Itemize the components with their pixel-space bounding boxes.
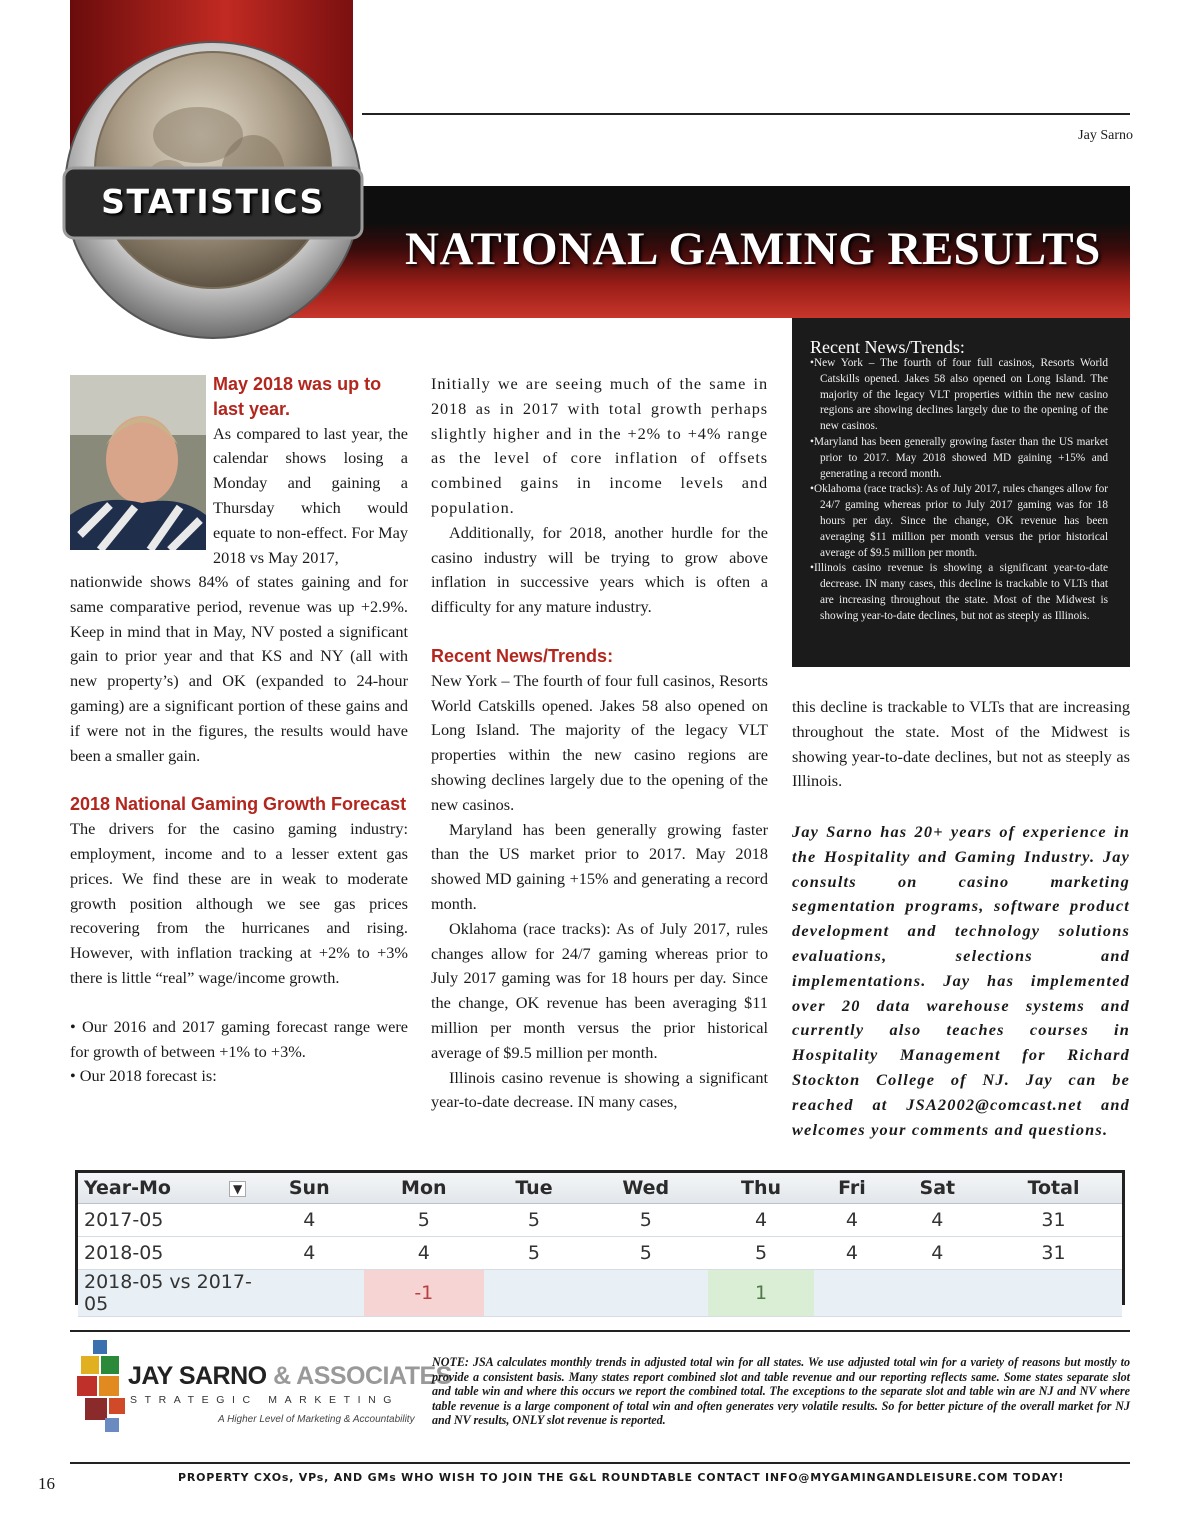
table-cell: 5 [484, 1204, 584, 1237]
forecast-bullet: • Our 2018 forecast is: [70, 1066, 217, 1086]
table-cell [985, 1270, 1122, 1317]
intro-column [213, 372, 408, 570]
news-item: • Illinois casino revenue is showing a significant year-to-date decrease. IN many cases, this decline is trackable to VLTs that are increasing throughout the state. Most of the Midwest is showing year-to-date declines, but not as steeply as Illinois. [808, 561, 1108, 624]
filter-icon[interactable]: ▼ [229, 1181, 246, 1197]
table-cell: 5 [708, 1237, 815, 1270]
logo-wordmark: JAY SARNO & ASSOCIATES [128, 1362, 452, 1390]
table-header-cell: Total [985, 1173, 1122, 1204]
logo-subtitle: STRATEGIC MARKETING [130, 1394, 400, 1406]
table-header-cell: Fri [814, 1173, 889, 1204]
table-cell: 4 [255, 1204, 364, 1237]
table-cell: 2017-05 [78, 1204, 255, 1237]
intro-paragraph: As compared to last year, the calendar shows losing a Monday and gaining a Thursday which would equate to non-effect. For May 2018 vs May 2017, [213, 423, 408, 567]
page-number: 16 [38, 1474, 55, 1493]
table-cell: 5 [584, 1204, 708, 1237]
table-cell: 2018-05 vs 2017-05 [78, 1270, 255, 1317]
paragraph: this decline is trackable to VLTs that are increasing throughout the state. Most of the Midwest is showing year-to-date declines, but not as steeply as Illinois. [792, 697, 1130, 791]
table-cell: 4 [814, 1204, 889, 1237]
section-heading-may: May 2018 was up to last year. [213, 374, 382, 419]
paragraph: Maryland has been generally growing faster than the US market prior to 2017. May 2018 showed MD gaining +15% and generating a record month. [431, 819, 768, 913]
table-header-cell: Sat [890, 1173, 985, 1204]
table-cell: 31 [985, 1237, 1122, 1270]
news-box-title: Recent News/Trends: [810, 337, 965, 357]
table-cell: 2018-05 [78, 1237, 255, 1270]
table-cell: 31 [985, 1204, 1122, 1237]
forecast-bullet: • Our 2016 and 2017 gaming forecast range were for growth of between +1% to +3%. [70, 1016, 408, 1061]
cube-logo-icon [75, 1338, 415, 1448]
table-cell: 1 [708, 1270, 815, 1317]
news-list [808, 356, 1108, 625]
methodology-note: NOTE: JSA calculates monthly trends in adjusted total win for all states. We use adjusted total win for a variety of reasons but mostly to provide a consistent basis. Many states report combined slot and table revenue and our reporting reflects same. Some states separate slot and table win and where this occurs we report the combined total. The exceptions to the separate slot and table win are NJ and NV where table revenue is a large component of total win and often generates very volatile results. So for better picture of the overall market for NJ and NV results, ONLY slot revenue is reported. [432, 1355, 1130, 1427]
intro-paragraph-cont: nationwide shows 84% of states gaining and for same comparative period, revenue was up +2.9%. Keep in mind that in May, NV posted a significant gain to prior year and that KS and NY (all with new property’s) and OK (expanded to 24-hour gaming) are a significant portion of these gains and if were not in the figures, the results would have been a smaller gain. [70, 572, 408, 765]
paragraph: Illinois casino revenue is showing a significant year-to-date decrease. IN many cases, [431, 1067, 768, 1112]
author-bio: Jay Sarno has 20+ years of experience in the Hospitality and Gaming Industry. Jay consults on casino marketing segmentation programs, software product development and technology solutions evaluations, selections and implementations. Jay has implemented over 20 data warehouse systems and currently also teaches courses in Hospitality Management for Richard Stockton College of NJ. Jay can be reached at JSA2002@comcast.net and welcomes your comments and questions. [792, 822, 1130, 1139]
paragraph: Initially we are seeing much of the same in 2018 as in 2017 with total growth perhaps slightly higher and in the +2% to +4% range as the level of core inflation of offsets combined gains in income levels and population. [431, 374, 768, 517]
paragraph: New York – The fourth of four full casinos, Resorts World Catskills opened. Jakes 58 also opened on Long Island. The majority of the legacy VLT properties within the new casino regions are showing declines largely due to the opening of the new casinos. [431, 670, 768, 814]
column-3 [792, 695, 1130, 794]
badge-label: STATISTICS [101, 182, 325, 221]
table-cell: 4 [890, 1204, 985, 1237]
paragraph: Oklahoma (race tracks): As of July 2017, rules changes allow for 24/7 gaming whereas prior to July 2017 gaming was for 18 hours per day. Since the change, OK revenue has been averaging $11 million per month versus the prior historical average of $9.5 million per month. [431, 918, 768, 1062]
calendar-table [75, 1170, 1125, 1315]
table-header-cell: Thu [708, 1173, 815, 1204]
table-cell [890, 1270, 985, 1317]
table-cell: 4 [255, 1237, 364, 1270]
roundtable-cta: PROPERTY CXOs, VPs, AND GMs WHO WISH TO JOIN THE G&L ROUNDTABLE CONTACT INFO@MYGAMINGANDLEISURE.COM TODAY! [178, 1471, 1065, 1484]
table-header-cell[interactable]: Year-Mo ▼ [78, 1173, 255, 1204]
news-item: • Oklahoma (race tracks): As of July 2017, rules changes allow for 24/7 gaming whereas prior to July 2017 gaming was for 18 hours per day. Since the change, OK revenue has been averaging $11 million per month versus the prior historical average of $9.5 million per month. [808, 482, 1108, 561]
news-item: • New York – The fourth of four full casinos, Resorts World Catskills opened. Jakes 58 also opened on Long Island. The majority of the legacy VLT properties within the new casino regions are showing declines largely due to the opening of the new casinos. [808, 356, 1108, 435]
news-item: • Maryland has been generally growing faster than the US market prior to 2017. May 2018 showed MD gaining +15% and generating a record month. [808, 435, 1108, 482]
table-cell [484, 1270, 584, 1317]
section-heading-forecast: 2018 National Gaming Growth Forecast [70, 794, 407, 815]
logo-tagline: A Higher Level of Marketing & Accountability [218, 1414, 415, 1425]
forecast-paragraph: The drivers for the casino gaming industry: employment, income and to a lesser extent gas prices. We find these are in weak to moderate growth position although we see gas prices recovering from the hurricanes and rising. However, with inflation tracking at +2% to +3% there is little “real” wage/income growth. [70, 819, 408, 987]
table-header-cell: Mon [364, 1173, 485, 1204]
author-photo [70, 375, 206, 550]
table-cell: 4 [890, 1237, 985, 1270]
table-header-cell: Tue [484, 1173, 584, 1204]
table-cell: 5 [584, 1237, 708, 1270]
header-rule [362, 113, 1130, 115]
table-row [78, 1237, 1122, 1270]
author-name: Jay Sarno [1078, 128, 1133, 143]
table-header-cell: Sun [255, 1173, 364, 1204]
page-title: NATIONAL GAMING RESULTS [405, 223, 1101, 275]
table-cell [255, 1270, 364, 1317]
paragraph: Additionally, for 2018, another hurdle for the casino industry will be trying to grow above inflation in successive years which is often a difficulty for any mature industry. [431, 522, 768, 617]
table-row [78, 1270, 1122, 1317]
table-cell: 4 [364, 1237, 485, 1270]
table-cell: 4 [814, 1237, 889, 1270]
section-heading-news: Recent News/Trends: [431, 645, 614, 666]
table-row [78, 1204, 1122, 1237]
table-cell: 5 [484, 1237, 584, 1270]
table-cell: 4 [708, 1204, 815, 1237]
footer-rule [70, 1330, 1130, 1332]
column-1 [70, 570, 408, 1089]
footer-rule [70, 1462, 1130, 1464]
table-cell: 5 [364, 1204, 485, 1237]
column-2 [431, 372, 768, 1115]
table-cell: -1 [364, 1270, 485, 1317]
table-header-cell: Wed [584, 1173, 708, 1204]
table-header-row [78, 1173, 1122, 1204]
table-cell [584, 1270, 708, 1317]
table-cell [814, 1270, 889, 1317]
